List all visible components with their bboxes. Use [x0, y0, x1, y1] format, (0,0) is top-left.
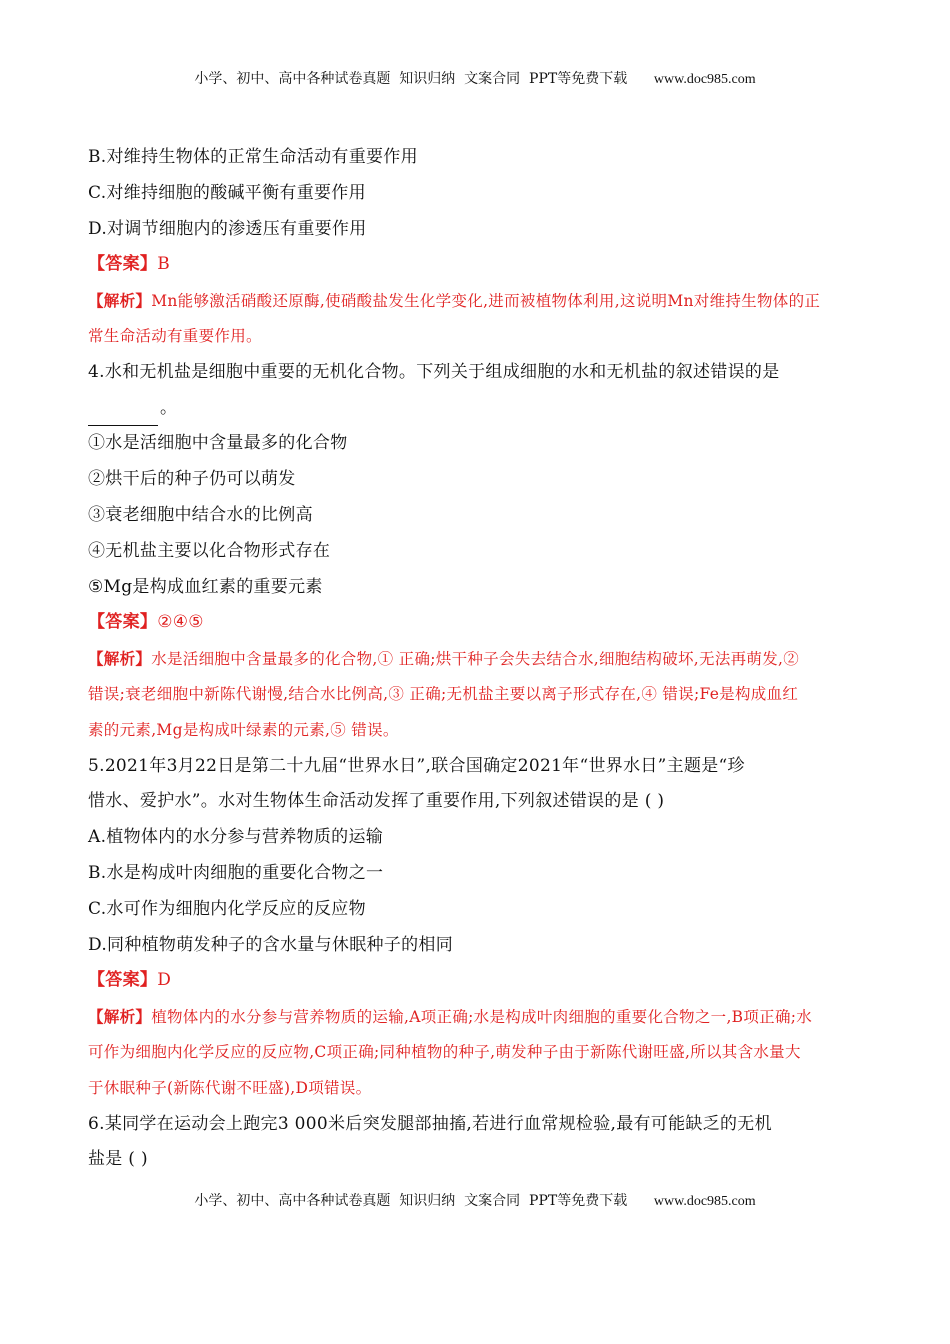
answer-tag: 【答案】 — [88, 254, 158, 275]
header-text: 小学、初中、高中各种试卷真题 知识归纳 文案合同 PPT等免费下载 — [194, 71, 628, 87]
q5-stem-line-1: 5.2021年3月22日是第二十九届“世界水日”,联合国确定2021年“世界水日”主题是“珍 — [88, 755, 745, 776]
q4-item-5: ⑤Mg是构成血红素的重要元素 — [88, 576, 323, 597]
q4-stem-line-1: 4.水和无机盐是细胞中重要的无机化合物。下列关于组成细胞的水和无机盐的叙述错误的是 — [88, 361, 780, 382]
page-header — [0, 68, 950, 88]
answer-blank — [88, 405, 158, 426]
q3-answer — [88, 247, 868, 283]
header-site[interactable]: www.doc985.com — [653, 72, 756, 87]
q3-explanation-line-2: 常生命活动有重要作用。 — [88, 326, 262, 345]
q3-option-d: D.对调节细胞内的渗透压有重要作用 — [88, 218, 367, 239]
q4-explanation-line-3: 素的元素,Mg是构成叶绿素的元素,⑤ 错误。 — [88, 720, 399, 739]
stem-end: 。 — [160, 397, 178, 418]
q5-answer — [88, 963, 868, 999]
q5-option-c: C.水可作为细胞内化学反应的反应物 — [88, 898, 366, 919]
page-footer — [0, 1190, 950, 1210]
explanation-text: Mn能够激活硝酸还原酶,使硝酸盐发生化学变化,进而被植物体利用,这说明Mn对维持生物体的正 — [151, 292, 821, 311]
q4-answer — [88, 605, 868, 641]
q4-item-2: ②烘干后的种子仍可以萌发 — [88, 469, 296, 490]
explanation-tag: 【解析】 — [88, 1007, 152, 1027]
q5-stem-line-2: 惜水、爱护水”。水对生物体生命活动发挥了重要作用,下列叙述错误的是 ( ) — [88, 791, 665, 812]
q5-option-b: B.水是构成叶肉细胞的重要化合物之一 — [88, 862, 384, 883]
explanation-tag: 【解析】 — [88, 291, 152, 311]
q4-item-3: ③衰老细胞中结合水的比例高 — [88, 504, 313, 525]
answer-value: ②④⑤ — [157, 612, 204, 633]
explanation-text: 水是活细胞中含量最多的化合物,① 正确;烘干种子会失去结合水,细胞结构破坏,无法再萌发,② — [151, 650, 800, 669]
q3-option-c: C.对维持细胞的酸碱平衡有重要作用 — [88, 182, 366, 203]
footer-site[interactable]: www.doc985.com — [653, 1194, 756, 1209]
answer-value: B — [157, 254, 170, 275]
q5-option-d: D.同种植物萌发种子的含水量与休眠种子的相同 — [88, 934, 454, 955]
explanation-text: 植物体内的水分参与营养物质的运输,A项正确;水是构成叶肉细胞的重要化合物之一,B项正确;水 — [151, 1008, 813, 1027]
explanation-tag: 【解析】 — [88, 649, 152, 669]
answer-tag: 【答案】 — [88, 970, 158, 991]
q4-explanation-line-1 — [88, 641, 868, 677]
q4-stem-line-2 — [88, 391, 868, 427]
q4-item-1: ①水是活细胞中含量最多的化合物 — [88, 433, 348, 454]
answer-value: D — [157, 970, 172, 991]
q6-stem-line-1: 6.某同学在运动会上跑完3 000米后突发腿部抽搐,若进行血常规检验,最有可能缺乏的无机 — [88, 1113, 772, 1134]
q6-stem-line-2: 盐是 ( ) — [88, 1149, 148, 1170]
q3-explanation-line-1 — [88, 283, 868, 319]
q3-option-b: B.对维持生物体的正常生命活动有重要作用 — [88, 147, 418, 167]
footer-text: 小学、初中、高中各种试卷真题 知识归纳 文案合同 PPT等免费下载 — [194, 1193, 628, 1209]
q5-explanation-line-1 — [88, 999, 868, 1035]
q5-option-a: A.植物体内的水分参与营养物质的运输 — [88, 827, 384, 848]
q4-explanation-line-2: 错误;衰老细胞中新陈代谢慢,结合水比例高,③ 正确;无机盐主要以离子形式存在,④ 错误;Fe是构成血红 — [88, 684, 799, 703]
q4-item-4: ④无机盐主要以化合物形式存在 — [88, 540, 331, 561]
answer-tag: 【答案】 — [88, 612, 158, 633]
document-body — [88, 140, 868, 1178]
q5-explanation-line-3: 于休眠种子(新陈代谢不旺盛),D项错误。 — [88, 1078, 372, 1097]
q5-explanation-line-2: 可作为细胞内化学反应的反应物,C项正确;同种植物的种子,萌发种子由于新陈代谢旺盛,所以其含水量大 — [88, 1042, 801, 1061]
